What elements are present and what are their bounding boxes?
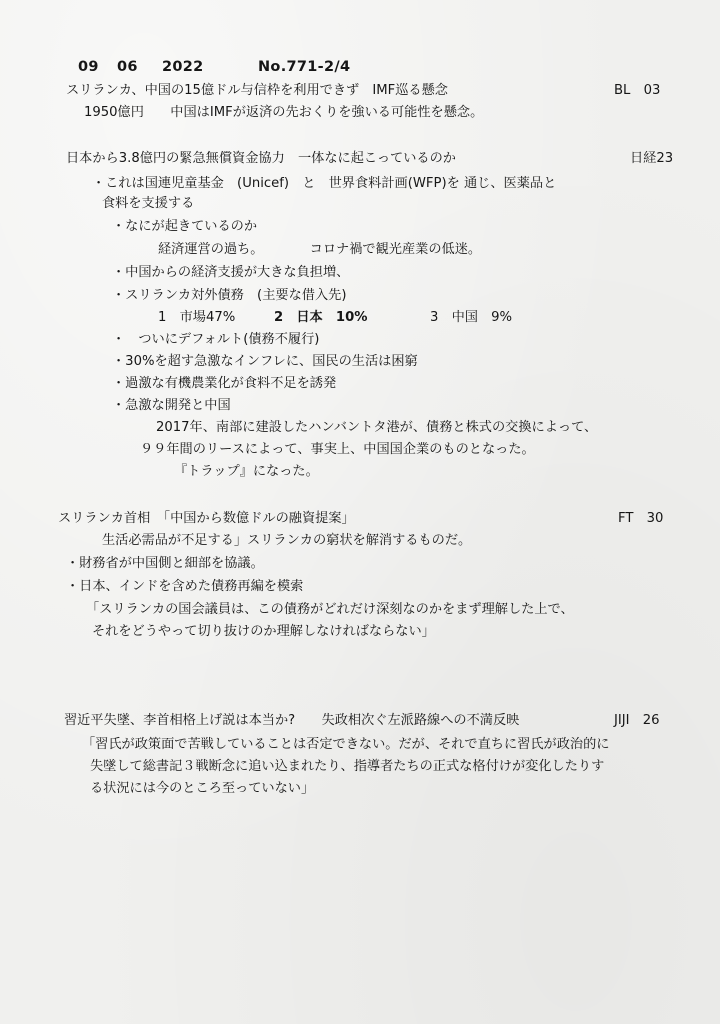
- header-month: 09: [78, 59, 99, 75]
- header-number: No.771-2/4: [258, 59, 351, 75]
- section-2-line-1: ・これは国連児童基金 (Unicef) と 世界食料計画(WFP)を 通じ、医薬品と: [92, 176, 557, 191]
- section-4-line-2: 失墜して総書記３戦断念に追い込まれたり、指導者たちの正式な格付けが変化したりす: [90, 759, 605, 774]
- section-2-line-7: ・ ついにデフォルト(債務不履行): [112, 332, 320, 347]
- header-year: 2022: [162, 59, 204, 75]
- section-3-line-1: 生活必需品が不足する」スリランカの窮状を解消するものだ。: [102, 533, 472, 548]
- section-2-line-5: ・中国からの経済支援が大きな負担増、: [112, 265, 350, 280]
- section-2-line-2: 食料を支援する: [102, 196, 195, 211]
- section-3-line-3: ・日本、インドを含めた債務再編を模索: [66, 579, 304, 594]
- section-3-line-2: ・財務省が中国側と細部を協議。: [66, 556, 264, 571]
- section-2-line-9: ・過激な有機農業化が食料不足を誘発: [112, 376, 337, 391]
- section-3-source: FT 30: [618, 511, 664, 526]
- section-2-line-13: 『トラップ』になった。: [174, 464, 319, 479]
- debt-item-1: 1 市場47%: [158, 310, 236, 325]
- debt-item-3: 3 中国 9%: [430, 310, 513, 325]
- section-2-line-3: ・なにが起きているのか: [112, 219, 258, 234]
- section-2-line-6: ・スリランカ対外債務 (主要な借入先): [112, 288, 347, 303]
- section-2-line-8: ・30%を超す急激なインフレに、国民の生活は困窮: [112, 354, 418, 369]
- section-2-source: 日経23: [630, 151, 674, 166]
- section-2-line-10: ・急激な開発と中国: [112, 398, 231, 413]
- section-2-headline: 日本から3.8億円の緊急無償資金協力 一体なに起こっているのか: [66, 151, 456, 166]
- section-2-line-12: ９９年間のリースによって、事実上、中国国企業のものとなった。: [140, 442, 535, 457]
- section-2-line-4: 経済運営の過ち。 コロナ禍で観光産業の低迷。: [158, 242, 482, 257]
- section-3-headline: スリランカ首相 「中国から数億ドルの融資提案」: [58, 511, 355, 526]
- section-3-line-4: 「スリランカの国会議員は、この債務がどれだけ深刻なのかをまず理解した上で、: [86, 602, 574, 617]
- section-1-headline: スリランカ、中国の15億ドル与信枠を利用できず IMF巡る懸念: [66, 83, 448, 98]
- section-4-line-3: る状況には今のところ至っていない」: [90, 781, 315, 796]
- section-4-source: JIJI 26: [614, 713, 660, 728]
- section-4-headline: 習近平失墜、李首相格上げ説は本当か? 失政相次ぐ左派路線への不満反映: [64, 713, 520, 728]
- header-day: 06: [117, 59, 138, 75]
- section-1-source: BL 03: [614, 83, 661, 98]
- section-2-line-11: 2017年、南部に建設したハンバントタ港が、債務と株式の交換によって、: [156, 420, 598, 435]
- section-4-line-1: 「習氏が政策面で苦戦していることは否定できない。だが、それで直ちに習氏が政治的に: [82, 737, 610, 752]
- debt-item-2: 2 日本 10%: [274, 310, 368, 325]
- section-3-line-5: それをどうやって切り抜けのか理解しなければならない」: [92, 624, 435, 639]
- section-1-line-1: 1950億円 中国はIMFが返済の先おくりを強いる可能性を懸念。: [84, 105, 484, 120]
